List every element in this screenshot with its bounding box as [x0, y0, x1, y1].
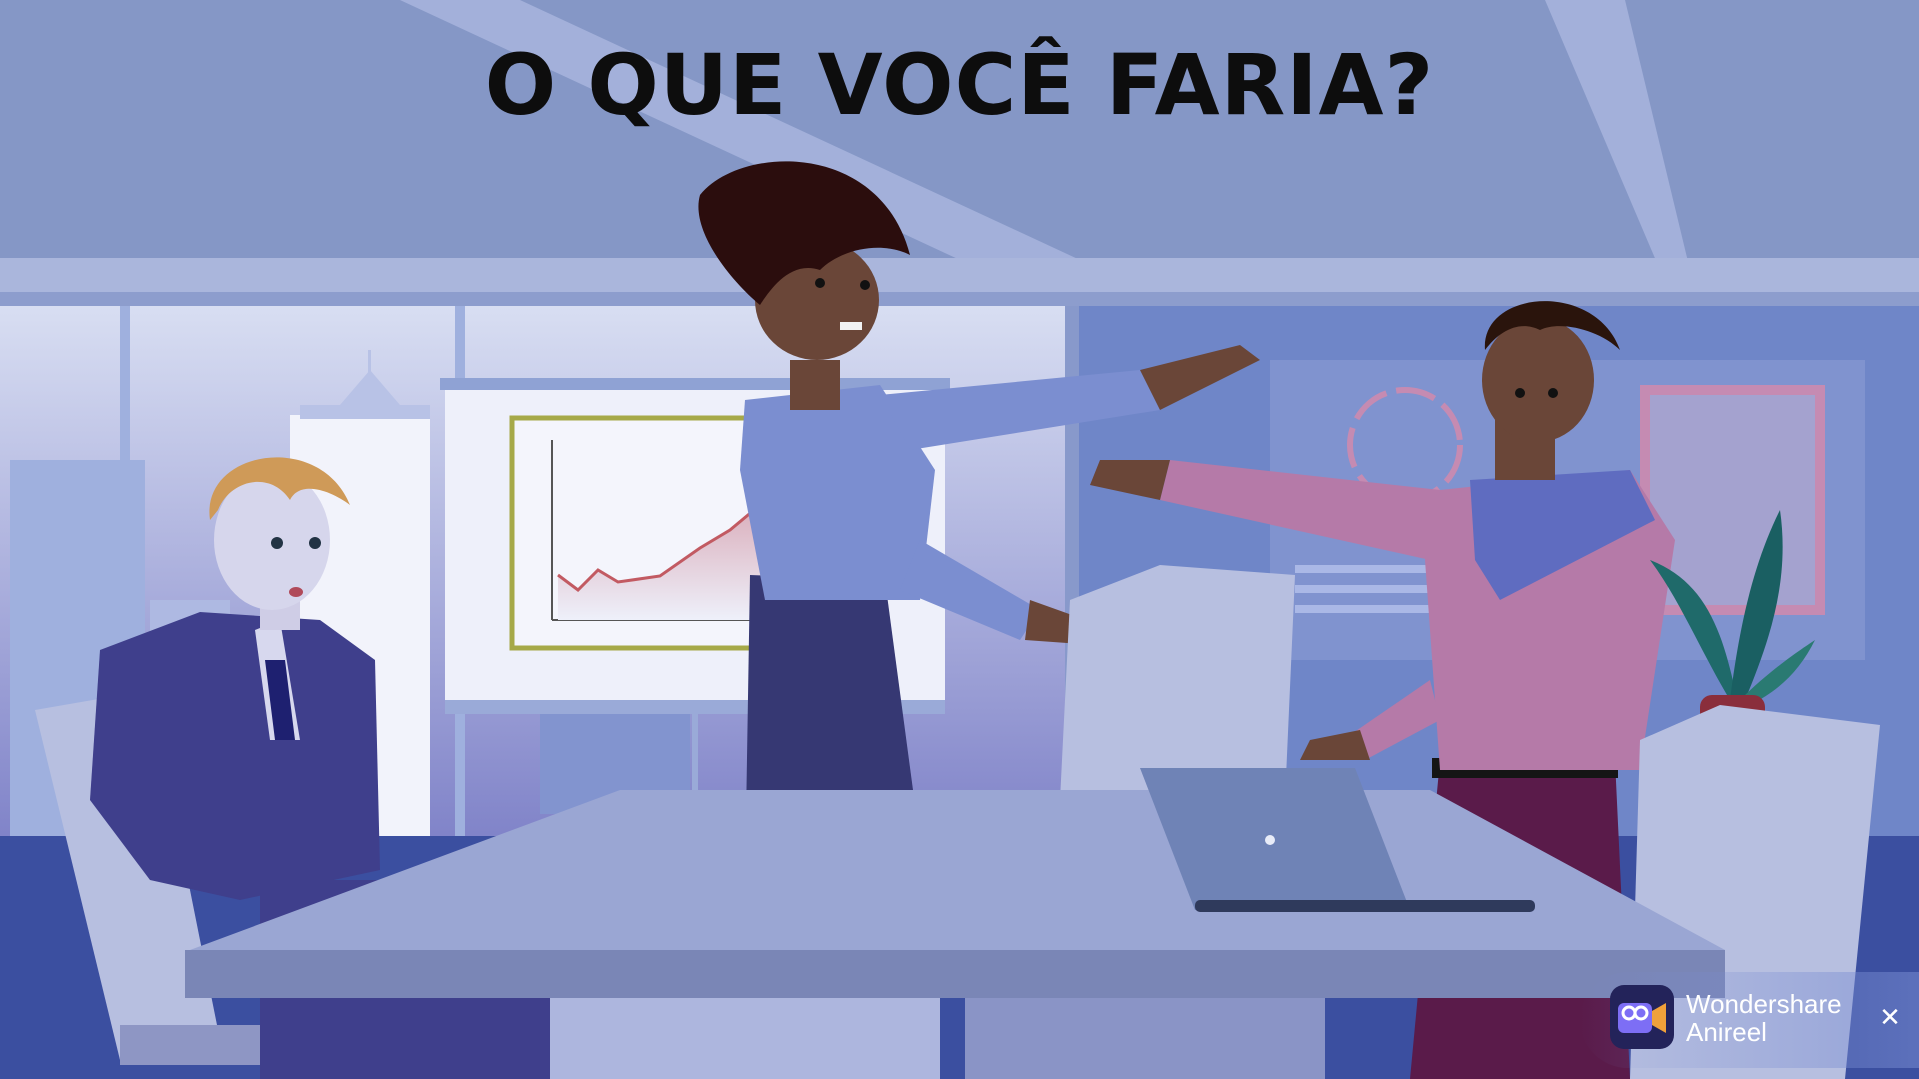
table-edge — [185, 950, 1725, 998]
close-icon[interactable]: ✕ — [1879, 1002, 1901, 1032]
watermark-brand-line2: Anireel — [1686, 1017, 1767, 1047]
question-title: O QUE VOCÊ FARIA? — [484, 36, 1435, 134]
chair-center — [1060, 565, 1295, 800]
anireel-logo-icon — [1610, 985, 1674, 1049]
ceiling-rail — [0, 258, 1919, 294]
anireel-watermark[interactable] — [1580, 972, 1919, 1068]
watermark-text — [1686, 990, 1842, 1046]
watermark-brand-line1: Wondershare — [1686, 989, 1842, 1019]
